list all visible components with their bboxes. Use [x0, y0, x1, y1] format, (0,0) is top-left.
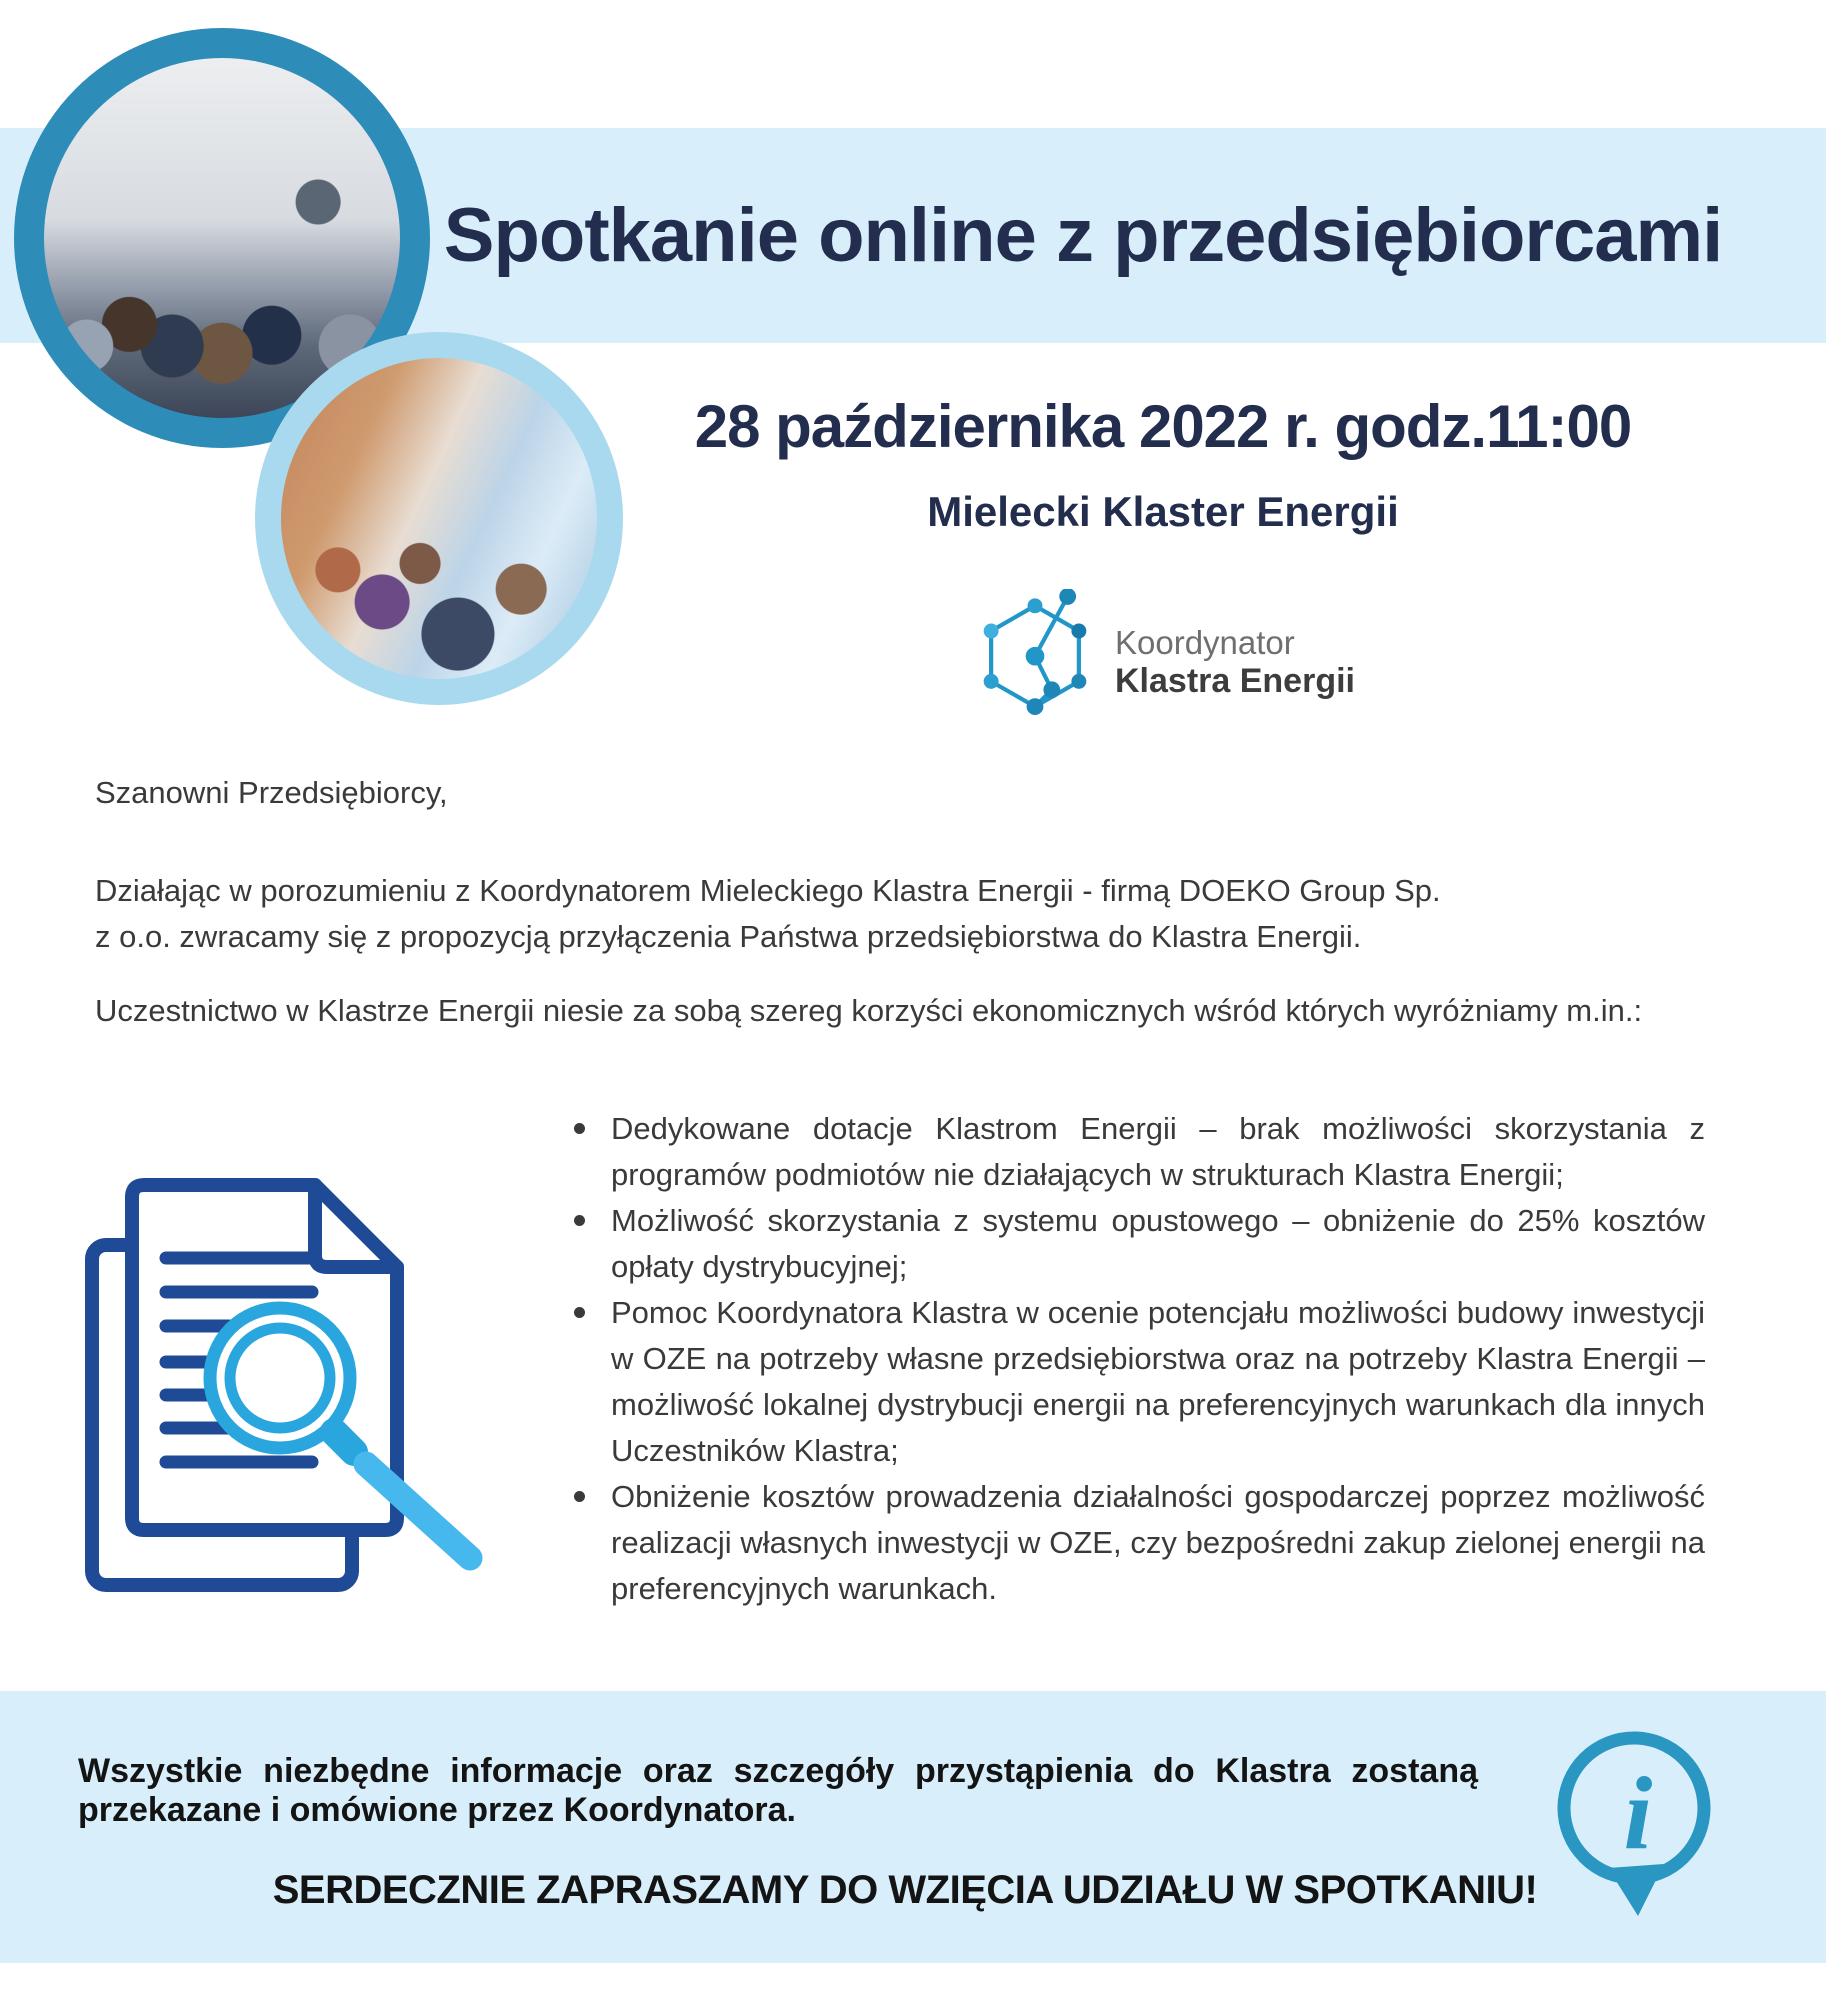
benefit-item-1: Dedykowane dotacje Klastrom Energii – brak możliwości skorzystania z programów podmiotów nie działających w strukturach Klastra Energii;	[565, 1106, 1705, 1198]
svg-text:i: i	[1623, 1756, 1653, 1871]
coordinator-logo	[500, 589, 1826, 734]
intro-paragraph-line-1: Działając w porozumieniu z Koordynatorem Mieleckiego Klastra Energii - firmą DOEKO Group Sp.	[95, 873, 1441, 908]
intro-paragraph-line-2: z o.o. zwracamy się z propozycją przyłączenia Państwa przedsiębiorstwa do Klastra Energii.	[95, 919, 1362, 954]
hexagon-network-icon	[971, 589, 1099, 734]
event-info-column	[500, 392, 1826, 734]
benefit-item-4: Obniżenie kosztów prowadzenia działalności gospodarczej poprzez możliwość realizacji własnych inwestycji w OZE, czy bezpośredni zakup zielonej energii na preferencyjnych warunkach.	[565, 1474, 1705, 1612]
benefit-item-3: Pomoc Koordynatora Klastra w ocenie potencjału możliwości budowy inwestycji w OZE na potrzeby własne przedsiębiorstwa oraz na potrzeby Klastra Energii – możliwość lokalnej dystrybucji energii na preferencyjnych warunkach dla innych Uczestników Klastra;	[565, 1290, 1705, 1474]
logo-line-2: Klastra Energii	[1115, 662, 1355, 701]
event-organization: Mielecki Klaster Energii	[927, 488, 1399, 535]
benefit-item-2: Możliwość skorzystania z systemu opustowego – obniżenie do 25% kosztów opłaty dystrybucyjnej;	[565, 1198, 1705, 1290]
intro-paragraph	[95, 868, 1750, 960]
coordinator-logo-text	[1115, 623, 1355, 702]
logo-line-1: Koordynator	[1115, 623, 1295, 661]
documents-magnifier-illustration	[70, 1176, 490, 1616]
benefits-list	[565, 1106, 1705, 1612]
benefits-intro-paragraph: Uczestnictwo w Klastrze Energii niesie za sobą szereg korzyści ekonomicznych wśród których wyróżniamy m.in.:	[95, 993, 1643, 1028]
page-title: Spotkanie online z przedsiębiorcami	[443, 193, 1723, 278]
salutation: Szanowni Przedsiębiorcy,	[95, 775, 448, 810]
letter-body	[95, 770, 1750, 1034]
event-datetime: 28 października 2022 r. godz.11:00	[694, 393, 1632, 460]
footer-cta: SERDECZNIE ZAPRASZAMY DO WZIĘCIA UDZIAŁU W SPOTKANIU!	[272, 1868, 1538, 1912]
footer-note: Wszystkie niezbędne informacje oraz szczegóły przystąpienia do Klastra zostaną przekazane i omówione przez Koordynatora.	[78, 1752, 1478, 1829]
info-speech-bubble-icon	[1548, 1726, 1720, 1927]
